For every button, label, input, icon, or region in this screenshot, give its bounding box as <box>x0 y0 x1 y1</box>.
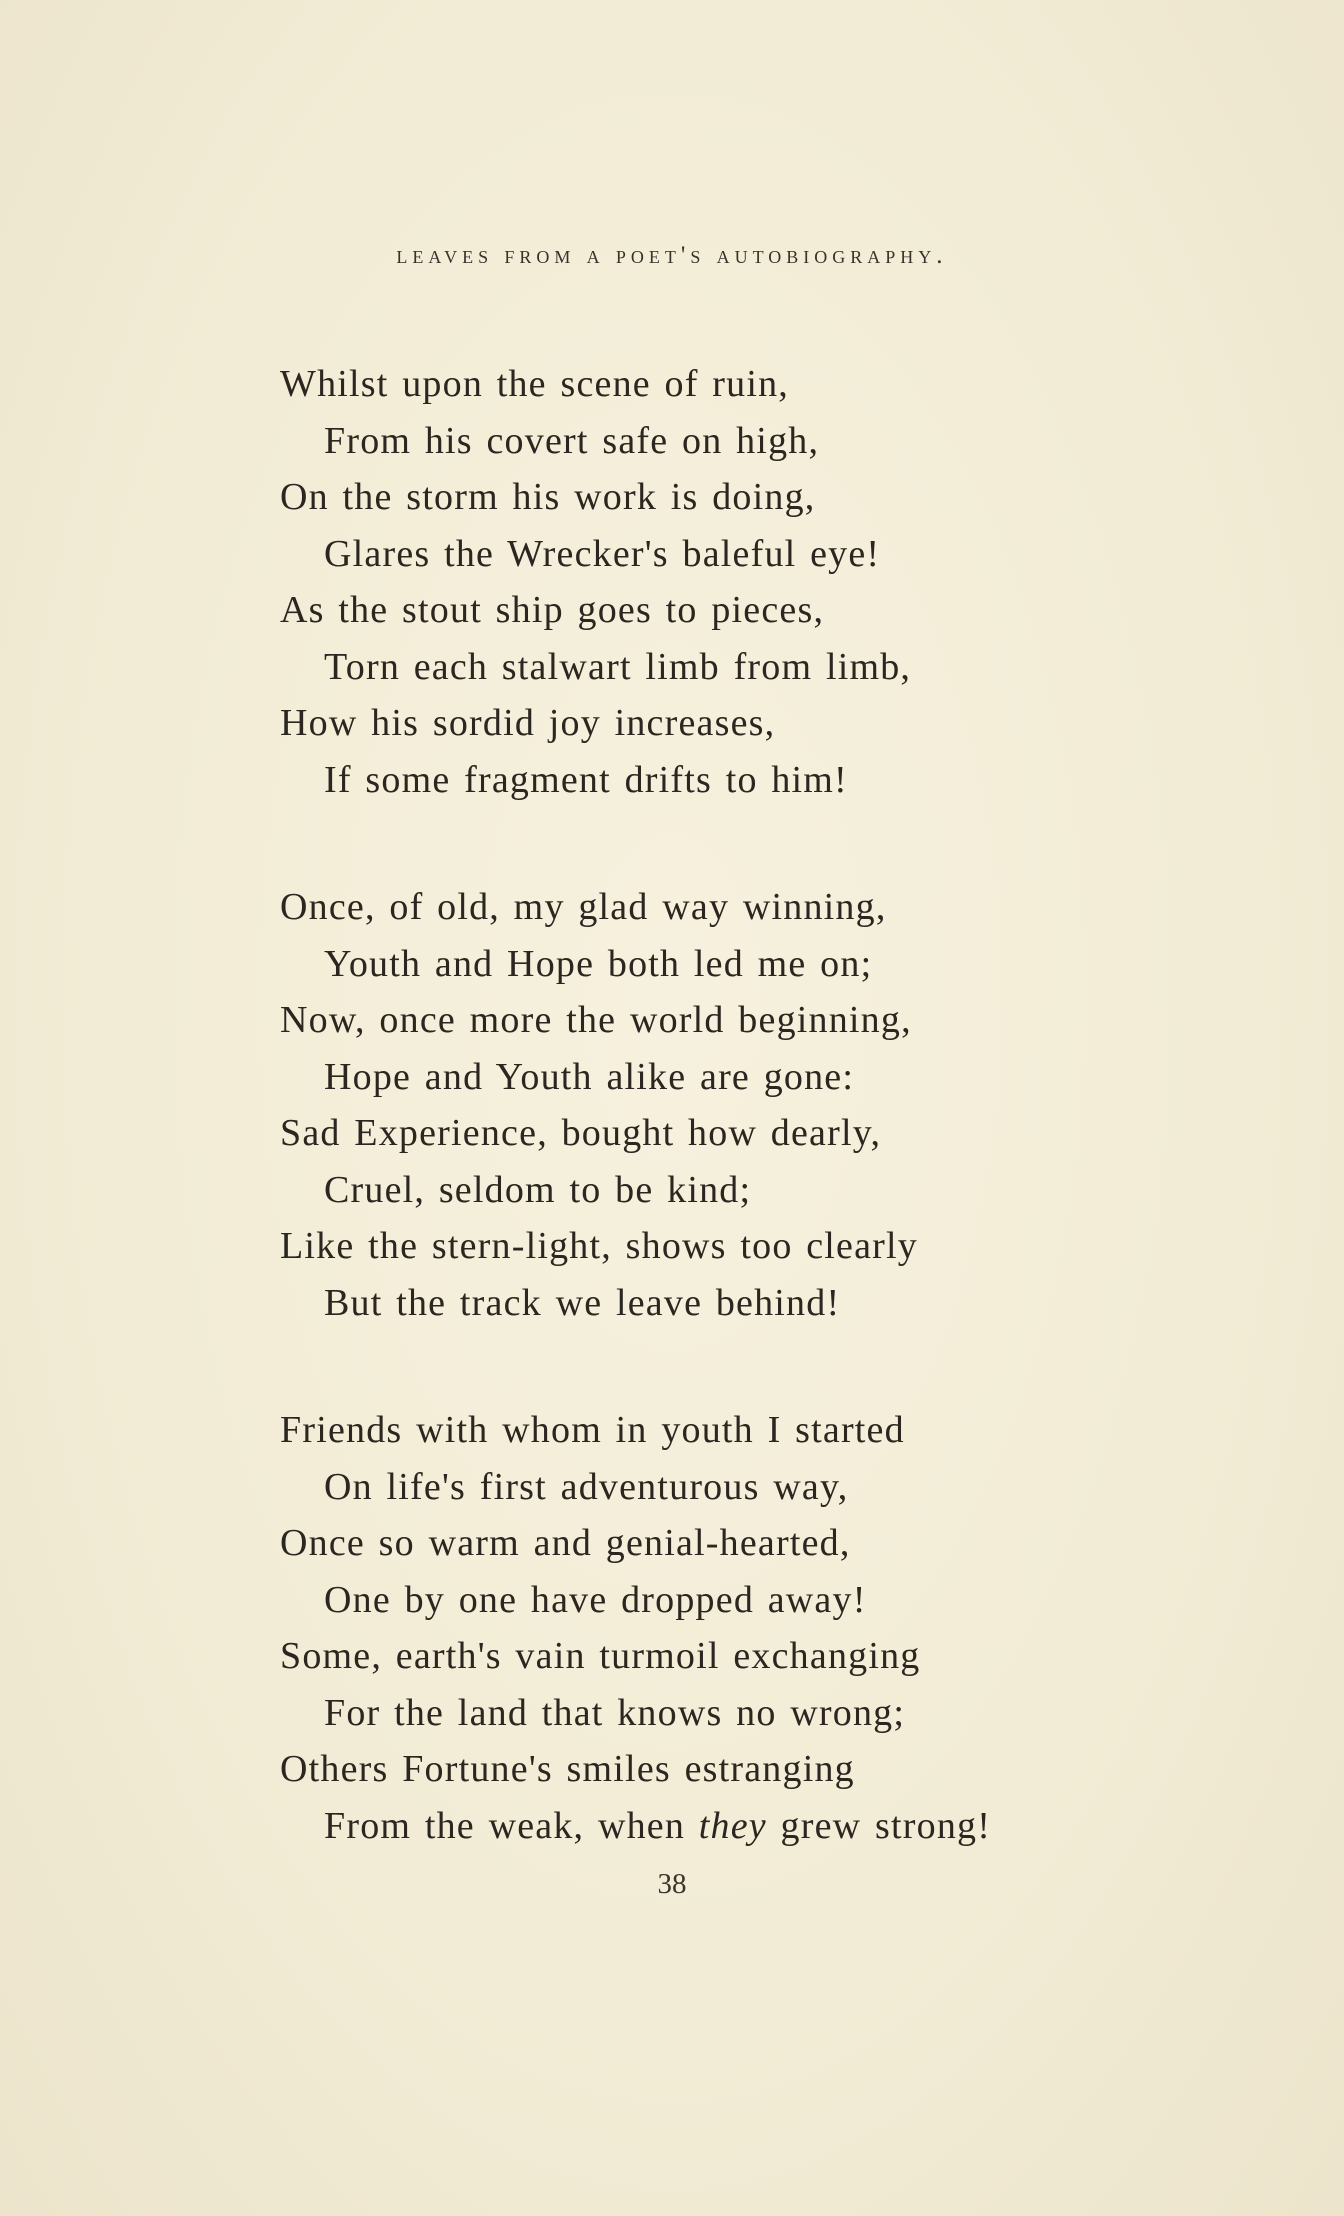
poem-line: On the storm his work is doing, <box>280 476 816 518</box>
poem-line: Cruel, seldom to be kind; <box>324 1168 752 1211</box>
stanza-1 <box>280 356 1120 808</box>
stanza-2 <box>280 879 1120 1331</box>
poem-line: How his sordid joy increases, <box>280 702 776 744</box>
poem-line: Others Fortune's smiles estranging <box>280 1748 855 1790</box>
poem-line: Whilst upon the scene of ruin, <box>280 363 790 405</box>
poem-line: If some fragment drifts to him! <box>324 758 848 801</box>
poem <box>280 356 1120 1854</box>
poem-line: But the track we leave behind! <box>324 1281 841 1324</box>
poem-line: Now, once more the world beginning, <box>280 999 912 1041</box>
poem-line: One by one have dropped away! <box>324 1578 867 1621</box>
poem-line: Once, of old, my glad way winning, <box>280 886 887 928</box>
running-head: leaves from a poet's autobiography. <box>396 242 948 269</box>
poem-line: Sad Experience, bought how dearly, <box>280 1112 882 1154</box>
line-part: From the weak, when <box>324 1804 699 1847</box>
poem-line: Some, earth's vain turmoil exchanging <box>280 1635 921 1677</box>
poem-line: Glares the Wrecker's baleful eye! <box>324 532 881 575</box>
poem-line: Once so warm and genial-hearted, <box>280 1522 851 1564</box>
poem-line: Hope and Youth alike are gone: <box>324 1055 855 1098</box>
poem-line-last <box>280 1798 1120 1855</box>
page-number: 38 <box>657 1868 687 1900</box>
poem-line: Friends with whom in youth I started <box>280 1409 905 1451</box>
stanza-3 <box>280 1402 1120 1854</box>
poem-line: Torn each stalwart limb from limb, <box>324 645 912 688</box>
poem-line: On life's first adventurous way, <box>324 1465 849 1508</box>
poem-line: For the land that knows no wrong; <box>324 1691 906 1734</box>
poem-line: From his covert safe on high, <box>324 419 820 462</box>
poem-line: Like the stern-light, shows too clearly <box>280 1225 918 1267</box>
poem-line: Youth and Hope both led me on; <box>324 942 873 985</box>
poem-line: As the stout ship goes to pieces, <box>280 589 825 631</box>
line-part: grew strong! <box>766 1804 992 1847</box>
italic-word: they <box>698 1804 767 1847</box>
